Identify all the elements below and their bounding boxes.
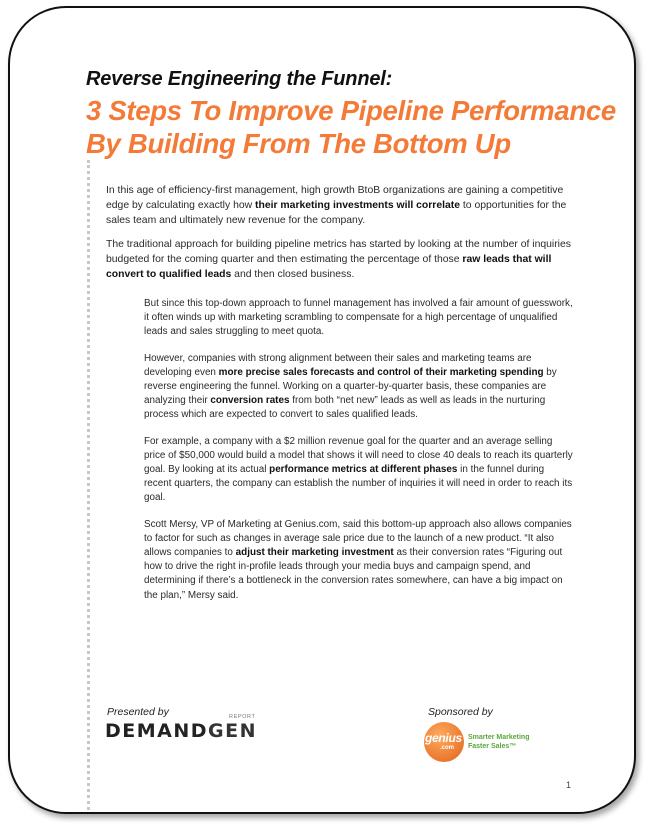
- bold-text: conversion rates: [210, 395, 290, 407]
- bold-text: adjust their marketing investment: [235, 547, 394, 559]
- genius-logo: [424, 722, 554, 762]
- title-line-2: 3 Steps To Improve Pipeline Performance: [86, 95, 616, 126]
- text: The traditional approach for building pipeline metrics has started by looking at the number of inquiries budgeted for the coming quarter and then estimating the percentage of those: [106, 239, 571, 265]
- text: in the funnel during recent quarters, the company can establish the number of inquiries it will need in order to reach its goal.: [144, 464, 573, 504]
- text: as their conversion rates “Figuring out how to drive the right in-profile leads through your media buys and campaign spend, and determining if there’s a bottleneck in the conversion rates somewhere, can have a big impact on the plan,” Mersy said.: [144, 547, 563, 601]
- demand-gen-logo: [105, 714, 258, 742]
- bold-text: their marketing investments will correlate: [255, 200, 461, 211]
- title-subheading: [86, 94, 626, 160]
- paragraph-4: [144, 352, 574, 423]
- paragraph-2: [106, 237, 574, 282]
- tagline-line-1: Smarter Marketing: [468, 734, 530, 741]
- bold-text: raw leads that will convert to qualified leads: [106, 254, 552, 280]
- genius-word: genius: [425, 731, 462, 745]
- text: For example, a company with a $2 million revenue goal for the quarter and an average selling price of $50,000 would build a model that shows it will need to close 40 deals to reach its quarterly goal. By looking at its actual: [144, 435, 573, 476]
- title-line-3: By Building From The Bottom Up: [86, 128, 511, 159]
- dotted-margin-line: [87, 160, 90, 810]
- text: by reverse engineering the funnel. Working on a quarter-by-quarter basis, these companies are analyzing their: [144, 366, 557, 407]
- text: However, companies with strong alignment between their sales and marketing teams are developing even: [144, 352, 532, 378]
- text: In this age of efficiency-first management, high growth BtoB organizations are gaining a competitive edge by calculating exactly how: [106, 185, 564, 211]
- sponsored-by-label: Sponsored by: [428, 706, 493, 718]
- genius-com: .com: [440, 745, 455, 751]
- demand-gen-wordmark: [105, 720, 257, 742]
- tagline-line-2: Faster Sales™: [468, 743, 517, 750]
- paragraph-6: [144, 518, 574, 603]
- title-line-1: Reverse Engineering the Funnel:: [86, 68, 393, 90]
- bold-text: performance metrics at different phases: [269, 464, 458, 476]
- article-body: [106, 183, 574, 615]
- bold-text: more precise sales forecasts and control of their marketing spending: [218, 366, 544, 378]
- demand-gen-report-label: REPORT: [229, 714, 256, 720]
- paragraph-1: [106, 183, 574, 228]
- genius-badge-icon: [424, 722, 464, 762]
- genius-tagline: [468, 733, 529, 751]
- presented-by-label: Presented by: [107, 706, 169, 718]
- text: from both “net new” leads as well as leads in the nurturing process which are expected to convert to sales qualified leads.: [144, 395, 546, 421]
- text: and then closed business.: [231, 269, 355, 280]
- indented-section: [106, 297, 574, 603]
- paragraph-3: But since this top-down approach to funnel management has involved a fair amount of guesswork, it often winds up with marketing scrambling to compensate for a high percentage of unqualified leads and sales struggling to meet quota.: [144, 298, 573, 338]
- demand-word: DEMAND: [105, 720, 209, 742]
- gen-word: GEN: [208, 720, 258, 742]
- text: to opportunities for the sales team and ultimately new revenue for the company.: [106, 200, 567, 226]
- page-number: 1: [566, 780, 572, 790]
- paragraph-5: [144, 435, 574, 506]
- text: Scott Mersy, VP of Marketing at Genius.com, said this bottom-up approach also allows companies to factor for such as changes in average sale price due to the launch of a new product. “It also allows companies to: [144, 518, 572, 559]
